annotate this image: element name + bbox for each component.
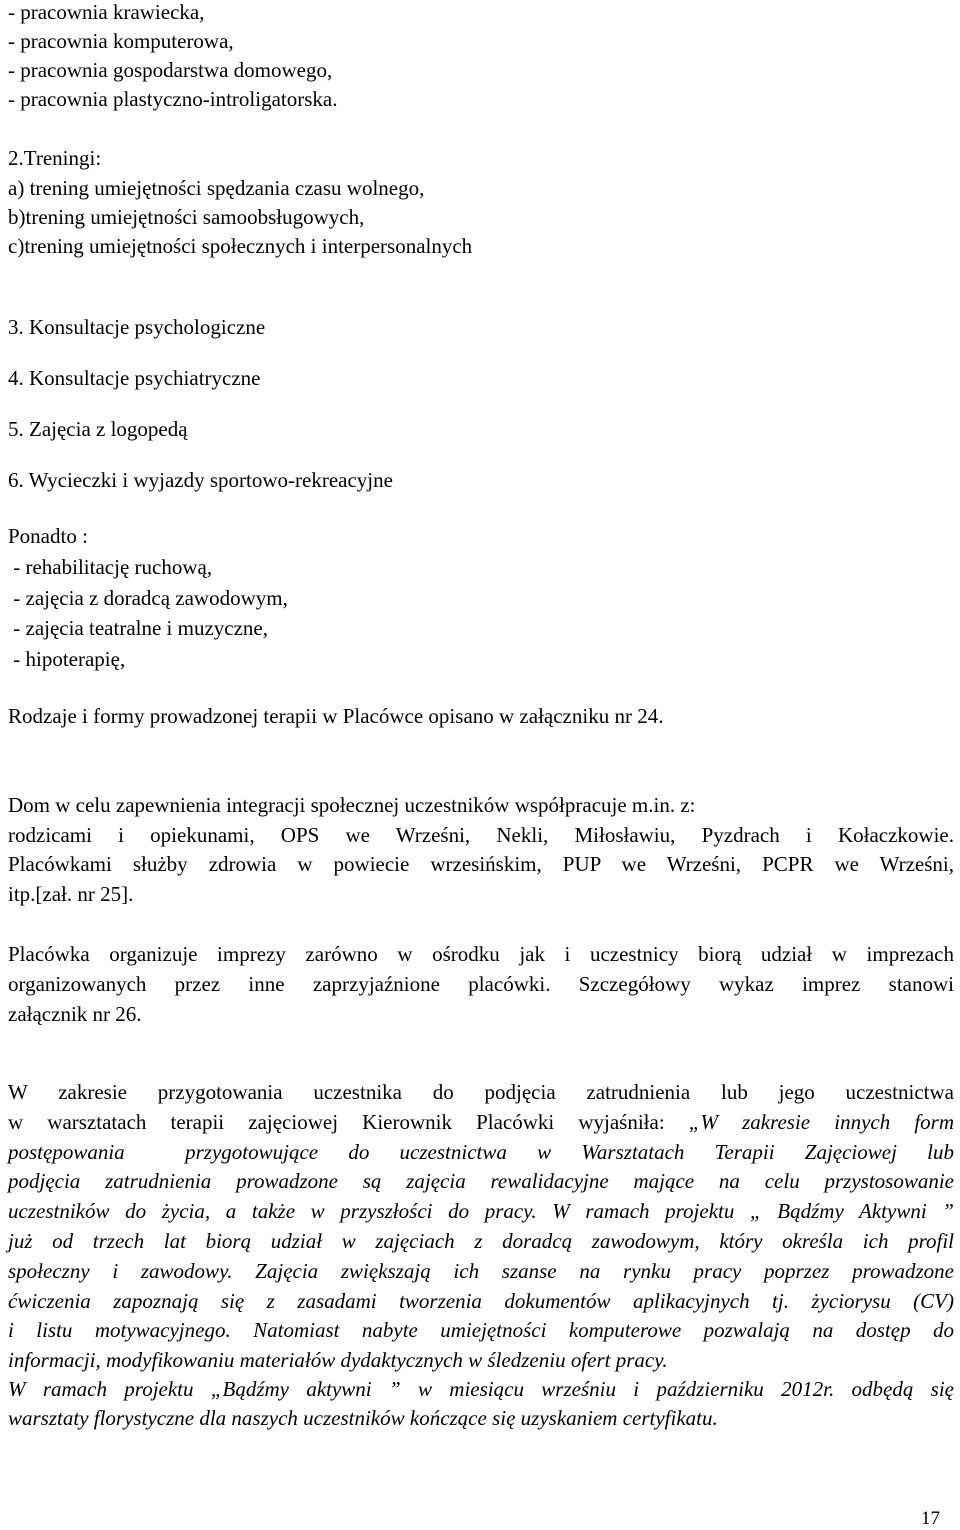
paragraph-zakres-line [8,1108,954,1138]
list-item: c)trening umiejętności społecznych i interpersonalnych [8,234,473,258]
paragraph-zakres-line: już od trzech lat biorą udział w zajęciach z doradcą zawodowym, który określa ich profil [8,1229,954,1253]
page-number: 17 [921,1508,940,1529]
list-item: 3. Konsultacje psychologiczne [8,315,266,339]
paragraph-imprezy-line: załącznik nr 26. [8,1002,142,1026]
paragraph-imprezy-line: Placówka organizuje imprezy zarówno w ośrodku jak i uczestnicy biorą udział w imprezach [8,942,954,966]
list-item: b)trening umiejętności samoobsługowych, [8,205,365,229]
paragraph-dom-line: rodzicami i opiekunami, OPS we Wrześni, Nekli, Miłosławiu, Pyzdrach i Kołaczkowie. [8,823,954,847]
paragraph-zakres-line: i listu motywacyjnego. Natomiast nabyte umiejętności komputerowe pozwalają na dostęp do [8,1318,954,1342]
list-item: - pracownia komputerowa, [8,29,234,53]
paragraph-zakres-line: W ramach projektu „Bądźmy aktywni ” w miesiącu wrześniu i październiku 2012r. odbędą się [8,1377,954,1401]
paragraph-zakres-line: ćwiczenia zapoznają się z zasadami tworzenia dokumentów aplikacyjnych tj. życiorysu (CV) [8,1289,954,1313]
list-item: - rehabilitację ruchową, [8,555,213,579]
list-item: - zajęcia z doradcą zawodowym, [8,586,288,610]
trainings-heading: 2.Treningi: [8,146,102,170]
paragraph-zakres-line: warsztaty florystyczne dla naszych uczestników kończące się uzyskaniem certyfikatu. [8,1406,718,1430]
paragraph-zakres-line: informacji, modyfikowaniu materiałów dydaktycznych w śledzeniu ofert pracy. [8,1348,668,1372]
list-item: 4. Konsultacje psychiatryczne [8,366,261,390]
paragraph-imprezy-line: organizowanych przez inne zaprzyjaźnione placówki. Szczegółowy wykaz imprez stanowi [8,972,954,996]
paragraph-dom-line: Dom w celu zapewnienia integracji społecznej uczestników współpracuje m.in. z: [8,793,696,817]
paragraph-zakres-line: podjęcia zatrudnienia prowadzone są zajęcia rewalidacyjne mające na celu przystosowanie [8,1169,954,1193]
paragraph-zakres-line: społeczny i zawodowy. Zajęcia zwiększają ich szanse na rynku pracy poprzez prowadzone [8,1259,954,1283]
list-item: - hipoterapię, [8,647,126,671]
list-item: 5. Zajęcia z logopedą [8,417,188,441]
paragraph-zakres-line: uczestników do życia, a także w przyszłości do pracy. W ramach projektu „ Bądźmy Aktywni ” [8,1199,954,1223]
paragraph-zakres-line: postępowania przygotowujące do uczestnictwa w Warsztatach Terapii Zajęciowej lub [8,1140,954,1164]
list-item: - pracownia gospodarstwa domowego, [8,58,333,82]
zakres-quote-start: „W zakresie innych form [688,1110,955,1134]
list-item: a) trening umiejętności spędzania czasu wolnego, [8,176,425,200]
zakres-intro-text: w warsztatach terapii zajęciowej Kierownik Placówki wyjaśniła: [8,1110,689,1134]
list-item: - pracownia krawiecka, [8,0,205,24]
paragraph-dom-line: Placówkami służby zdrowia w powiecie wrzesińskim, PUP we Wrześni, PCPR we Wrześni, [8,852,954,876]
list-item: 6. Wycieczki i wyjazdy sportowo-rekreacyjne [8,468,393,492]
list-item: - zajęcia teatralne i muzyczne, [8,616,268,640]
list-item: - pracownia plastyczno-introligatorska. [8,87,338,111]
paragraph-zakres-line: W zakresie przygotowania uczestnika do podjęcia zatrudnienia lub jego uczestnictwa [8,1080,954,1104]
paragraph-dom-line: itp.[zał. nr 25]. [8,882,134,906]
ponadto-heading: Ponadto : [8,524,88,548]
paragraph-rodzaje: Rodzaje i formy prowadzonej terapii w Placówce opisano w załączniku nr 24. [8,704,664,728]
document-page [8,0,956,1530]
